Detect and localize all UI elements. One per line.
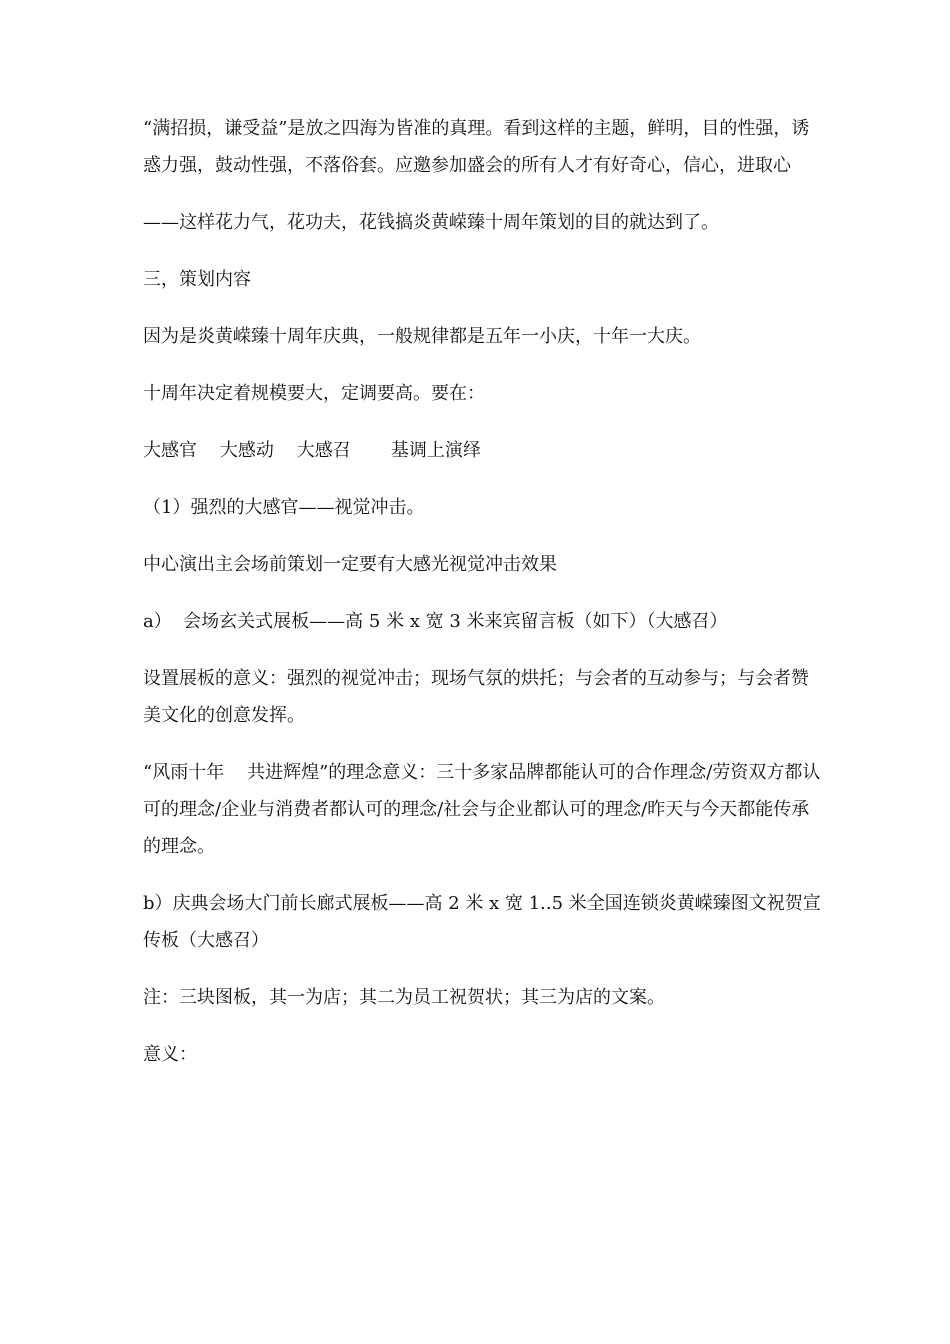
paragraph-item-a-board: a） 会场玄关式展板——高 5 米 x 宽 3 米来宾留言板（如下）（大感召） (143, 611, 728, 632)
paragraph-slogan-truth: “满招损，谦受益”是放之四海为皆准的真理。看到这样的主题，鲜明，目的性强，诱惑力强，鼓动性强，不落俗套。应邀参加盛会的所有人才有好奇心，信心，进取心 (143, 118, 810, 176)
paragraph-main-venue: 中心演出主会场前策划一定要有大感光视觉冲击效果 (143, 554, 557, 575)
paragraph-concept-meaning: “风雨十年 共进辉煌”的理念意义：三十多家品牌都能认可的合作理念/劳资双方都认可的理念/企业与消费者都认可的理念/社会与企业都认可的理念/昨天与今天都能传承的理念。 (143, 762, 821, 857)
paragraph-purpose: ——这样花力气，花功夫，花钱搞炎黄嵘臻十周年策划的目的就达到了。 (143, 212, 719, 233)
paragraph-board-meaning: 设置展板的意义：强烈的视觉冲击；现场气氛的烘托；与会者的互动参与；与会者赞美文化的创意发挥。 (143, 668, 809, 726)
paragraph-meaning-label: 意义： (143, 1044, 197, 1065)
paragraph-keynotes: 大感官 大感动 大感召 基调上演绎 (143, 440, 481, 461)
paragraph-item-1-visual: （1）强烈的大感官——视觉冲击。 (143, 497, 425, 518)
paragraph-item-b-corridor: b）庆典会场大门前长廊式展板——高 2 米 x 宽 1..5 米全国连锁炎黄嵘臻图文祝贺宣传板（大感召） (143, 893, 821, 951)
paragraph-anniversary: 因为是炎黄嵘臻十周年庆典，一般规律都是五年一小庆，十年一大庆。 (143, 326, 701, 347)
section-heading-plan-content: 三，策划内容 (143, 269, 251, 290)
document-body (143, 110, 823, 1093)
paragraph-scale: 十周年决定着规模要大，定调要高。要在： (143, 383, 485, 404)
paragraph-note: 注：三块图板，其一为店；其二为员工祝贺状；其三为店的文案。 (143, 987, 665, 1008)
